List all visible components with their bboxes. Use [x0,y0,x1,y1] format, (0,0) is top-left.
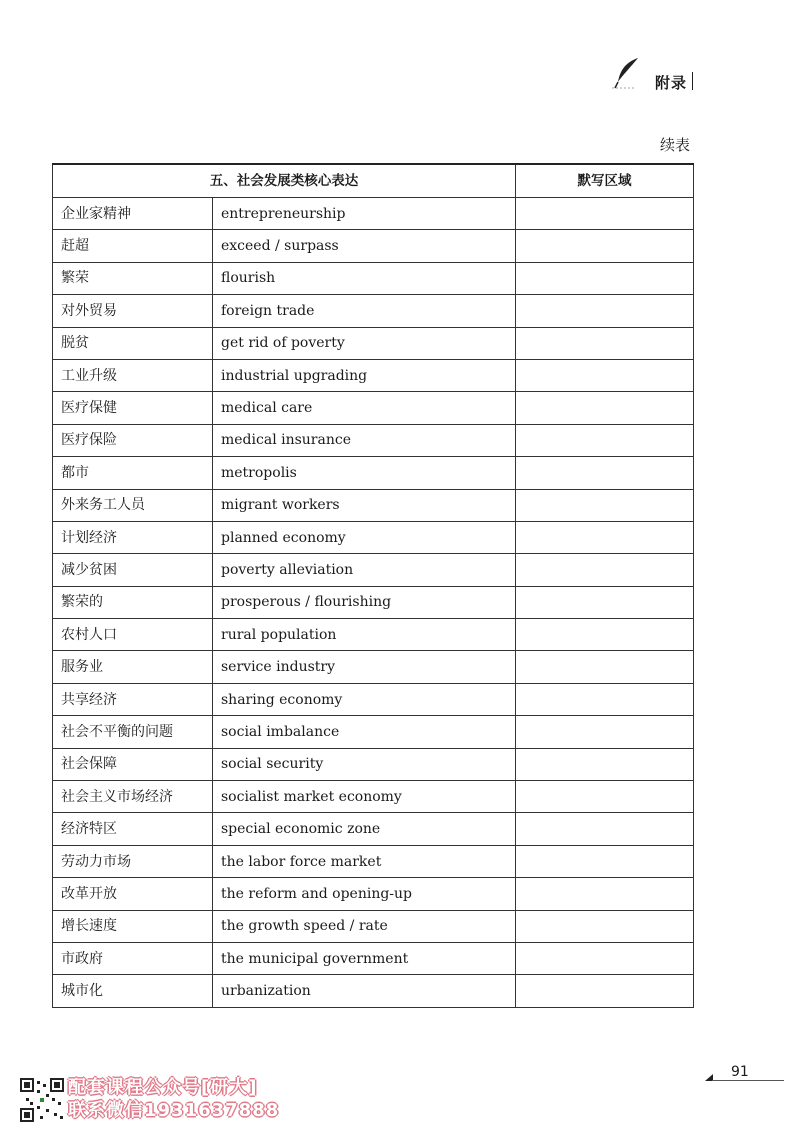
dictation-cell[interactable] [516,327,694,359]
dictation-cell[interactable] [516,586,694,618]
english-term-cell: rural population [213,619,516,651]
chinese-term-cell: 城市化 [53,975,213,1007]
dictation-cell[interactable] [516,424,694,456]
english-term-cell: social imbalance [213,716,516,748]
vocabulary-table [52,163,694,1008]
english-term-cell: the labor force market [213,845,516,877]
dictation-cell[interactable] [516,230,694,262]
footer-rule [712,1080,784,1081]
table-row [53,424,694,456]
dictation-cell[interactable] [516,262,694,294]
chinese-term-cell: 赶超 [53,230,213,262]
table-row [53,716,694,748]
section-title-header: 五、社会发展类核心表达 [53,164,516,198]
dictation-area-header: 默写区域 [516,164,694,198]
english-term-cell: service industry [213,651,516,683]
chinese-term-cell: 市政府 [53,942,213,974]
english-term-cell: foreign trade [213,295,516,327]
chinese-term-cell: 都市 [53,457,213,489]
chinese-term-cell: 脱贫 [53,327,213,359]
dictation-cell[interactable] [516,392,694,424]
table-row [53,521,694,553]
english-term-cell: medical insurance [213,424,516,456]
english-term-cell: social security [213,748,516,780]
chinese-term-cell: 经济特区 [53,813,213,845]
dictation-cell[interactable] [516,198,694,230]
table-row [53,781,694,813]
chinese-term-cell: 繁荣 [53,262,213,294]
english-term-cell: metropolis [213,457,516,489]
chinese-term-cell: 企业家精神 [53,198,213,230]
dictation-cell[interactable] [516,975,694,1007]
dictation-cell[interactable] [516,781,694,813]
dictation-cell[interactable] [516,521,694,553]
english-term-cell: prosperous / flourishing [213,586,516,618]
english-term-cell: medical care [213,392,516,424]
table-row [53,586,694,618]
watermark-line-2: 联系微信1931637888 [68,1100,280,1121]
table-header-row [53,164,694,198]
table-row [53,327,694,359]
dictation-cell[interactable] [516,813,694,845]
chinese-term-cell: 工业升级 [53,359,213,391]
chinese-term-cell: 对外贸易 [53,295,213,327]
table-row [53,457,694,489]
table-row [53,230,694,262]
quill-icon [612,56,642,90]
chinese-term-cell: 外来务工人员 [53,489,213,521]
dictation-cell[interactable] [516,554,694,586]
chinese-term-cell: 计划经济 [53,521,213,553]
dictation-cell[interactable] [516,651,694,683]
table-row [53,262,694,294]
english-term-cell: poverty alleviation [213,554,516,586]
table-row [53,683,694,715]
table-row [53,554,694,586]
english-term-cell: planned economy [213,521,516,553]
table-row [53,813,694,845]
english-term-cell: flourish [213,262,516,294]
table-row [53,748,694,780]
chinese-term-cell: 增长速度 [53,910,213,942]
dictation-cell[interactable] [516,910,694,942]
chinese-term-cell: 农村人口 [53,619,213,651]
dictation-cell[interactable] [516,845,694,877]
table-body [53,198,694,1008]
table-row [53,942,694,974]
dictation-cell[interactable] [516,489,694,521]
table-row [53,295,694,327]
table-row [53,975,694,1007]
table-row [53,651,694,683]
chinese-term-cell: 医疗保险 [53,424,213,456]
chinese-term-cell: 改革开放 [53,878,213,910]
english-term-cell: entrepreneurship [213,198,516,230]
watermark-line-1: 配套课程公众号[研大] [68,1077,258,1098]
english-term-cell: industrial upgrading [213,359,516,391]
chinese-term-cell: 共享经济 [53,683,213,715]
table-row [53,878,694,910]
english-term-cell: the growth speed / rate [213,910,516,942]
appendix-label: 附录 [655,74,688,92]
chinese-term-cell: 减少贫困 [53,554,213,586]
table-row [53,359,694,391]
english-term-cell: migrant workers [213,489,516,521]
chinese-term-cell: 社会保障 [53,748,213,780]
english-term-cell: exceed / surpass [213,230,516,262]
english-term-cell: urbanization [213,975,516,1007]
table-row [53,392,694,424]
dictation-cell[interactable] [516,942,694,974]
dictation-cell[interactable] [516,878,694,910]
header-divider [692,72,693,90]
chinese-term-cell: 服务业 [53,651,213,683]
english-term-cell: the reform and opening-up [213,878,516,910]
dictation-cell[interactable] [516,457,694,489]
dictation-cell[interactable] [516,716,694,748]
table-row [53,489,694,521]
table-row [53,845,694,877]
table-row [53,619,694,651]
dictation-cell[interactable] [516,295,694,327]
chinese-term-cell: 医疗保健 [53,392,213,424]
page-number: 91 [731,1064,749,1080]
english-term-cell: sharing economy [213,683,516,715]
qr-code-icon [20,1078,64,1122]
table-row [53,198,694,230]
dictation-cell[interactable] [516,619,694,651]
chinese-term-cell: 社会不平衡的问题 [53,716,213,748]
chinese-term-cell: 劳动力市场 [53,845,213,877]
chinese-term-cell: 繁荣的 [53,586,213,618]
english-term-cell: get rid of poverty [213,327,516,359]
dictation-cell[interactable] [516,748,694,780]
dictation-cell[interactable] [516,359,694,391]
continued-table-label: 续表 [660,136,691,154]
english-term-cell: special economic zone [213,813,516,845]
english-term-cell: socialist market economy [213,781,516,813]
chinese-term-cell: 社会主义市场经济 [53,781,213,813]
english-term-cell: the municipal government [213,942,516,974]
table-row [53,910,694,942]
dictation-cell[interactable] [516,683,694,715]
